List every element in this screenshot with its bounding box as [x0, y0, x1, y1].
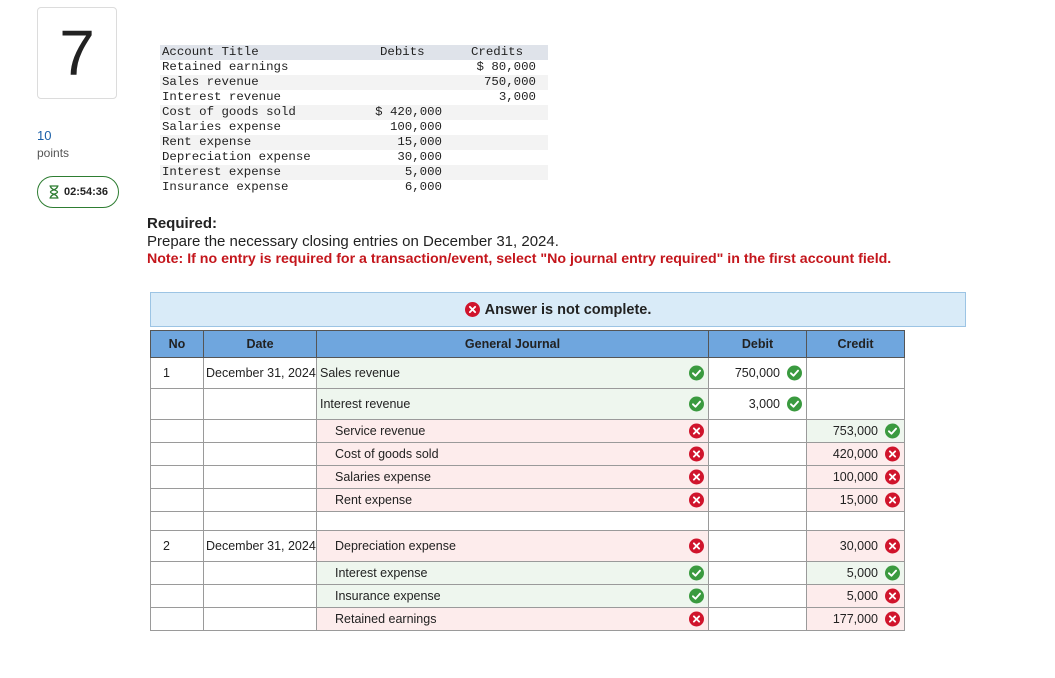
account-field[interactable] — [317, 420, 709, 443]
entry-date-field[interactable] — [204, 443, 317, 466]
journal-row — [151, 562, 905, 585]
debit-field[interactable] — [709, 420, 807, 443]
debit-field[interactable] — [709, 443, 807, 466]
journal-row — [151, 531, 905, 562]
account-field[interactable] — [317, 531, 709, 562]
entry-date-field[interactable] — [204, 420, 317, 443]
account-name: Cost of goods sold — [162, 105, 296, 119]
account-name: Depreciation expense — [335, 539, 456, 553]
credit-value: 420,000 — [832, 447, 878, 461]
incorrect-x-icon — [885, 447, 900, 462]
account-field[interactable] — [317, 489, 709, 512]
credit-field[interactable] — [807, 358, 905, 389]
entry-number — [151, 466, 204, 489]
debit-field[interactable] — [709, 562, 807, 585]
account-field[interactable] — [317, 466, 709, 489]
entry-date-field[interactable] — [204, 389, 317, 420]
entry-number — [151, 420, 204, 443]
timer-badge[interactable] — [37, 176, 119, 208]
entry-number — [151, 443, 204, 466]
incorrect-icon — [465, 302, 480, 317]
header-credit: Credit — [807, 331, 905, 358]
general-journal-table — [150, 330, 905, 631]
journal-row — [151, 389, 905, 420]
account-name: Sales revenue — [320, 366, 400, 380]
credit-value: 753,000 — [832, 424, 878, 438]
entry-date-field[interactable] — [204, 585, 317, 608]
account-name: Interest revenue — [162, 90, 281, 104]
account-field[interactable] — [317, 358, 709, 389]
correct-check-icon — [689, 589, 704, 604]
account-name: Depreciation expense — [162, 150, 311, 164]
header-debits: Debits — [380, 45, 425, 59]
points-value: 10 — [37, 128, 52, 143]
credit-field[interactable] — [807, 489, 905, 512]
header-account-title: Account Title — [162, 45, 259, 59]
incorrect-x-icon — [885, 589, 900, 604]
credit-value: 30,000 — [839, 539, 878, 553]
credit-amount: 3,000 — [498, 90, 536, 104]
debit-field[interactable] — [709, 531, 807, 562]
credit-value: 5,000 — [846, 566, 878, 580]
journal-row — [151, 466, 905, 489]
account-field[interactable] — [317, 443, 709, 466]
account-name: Retained earnings — [335, 612, 437, 626]
trial-balance-row — [160, 60, 548, 75]
entry-date-field[interactable] — [204, 608, 317, 631]
account-name: Insurance expense — [162, 180, 289, 194]
entry-date-field[interactable]: December 31, 2024 — [204, 358, 317, 389]
account-field[interactable] — [317, 585, 709, 608]
account-name: Cost of goods sold — [335, 447, 439, 461]
debit-field[interactable] — [709, 489, 807, 512]
credit-field[interactable] — [807, 443, 905, 466]
debit-amount: 100,000 — [389, 120, 442, 134]
incorrect-x-icon — [885, 539, 900, 554]
entry-date-field[interactable] — [204, 489, 317, 512]
entry-number: 2 — [151, 531, 204, 562]
entry-number: 1 — [151, 358, 204, 389]
debit-amount: $ 420,000 — [375, 105, 442, 119]
entry-date-field[interactable] — [204, 466, 317, 489]
account-name: Rent expense — [335, 493, 413, 507]
journal-row — [151, 358, 905, 389]
incorrect-x-icon — [689, 539, 704, 554]
credit-field[interactable] — [807, 466, 905, 489]
debit-amount: 30,000 — [397, 150, 442, 164]
journal-header-row — [151, 331, 905, 358]
account-name: Salaries expense — [335, 470, 431, 484]
credit-value: 5,000 — [846, 589, 878, 603]
account-field[interactable] — [317, 608, 709, 631]
account-name: Interest expense — [335, 566, 428, 580]
trial-balance-header — [160, 45, 548, 60]
correct-check-icon — [885, 566, 900, 581]
debit-field[interactable] — [709, 466, 807, 489]
entry-date-field[interactable] — [204, 562, 317, 585]
required-title: Required: — [147, 215, 218, 232]
debit-field[interactable] — [709, 608, 807, 631]
journal-spacer-row — [151, 512, 905, 531]
incorrect-x-icon — [885, 470, 900, 485]
correct-check-icon — [885, 424, 900, 439]
correct-check-icon — [787, 397, 802, 412]
incorrect-x-icon — [689, 493, 704, 508]
correct-check-icon — [689, 366, 704, 381]
banner-text: Answer is not complete. — [484, 301, 652, 318]
entry-number — [151, 585, 204, 608]
empty-cell — [151, 512, 204, 531]
header-date: Date — [204, 331, 317, 358]
entry-number — [151, 489, 204, 512]
points-label: points — [37, 146, 70, 160]
account-field[interactable] — [317, 389, 709, 420]
incorrect-x-icon — [689, 612, 704, 627]
trial-balance-row — [160, 90, 548, 105]
journal-row — [151, 443, 905, 466]
incorrect-x-icon — [885, 493, 900, 508]
question-number-box — [37, 7, 117, 99]
trial-balance-table — [160, 45, 548, 195]
account-name: Insurance expense — [335, 589, 441, 603]
account-name: Service revenue — [335, 424, 426, 438]
correct-check-icon — [787, 366, 802, 381]
hourglass-icon — [48, 185, 60, 199]
trial-balance-row — [160, 180, 548, 195]
journal-row — [151, 489, 905, 512]
account-name: Rent expense — [162, 135, 252, 149]
timer-text: 02:54:36 — [63, 186, 109, 198]
debit-value: 750,000 — [734, 366, 780, 380]
debit-field[interactable] — [709, 358, 807, 389]
header-no: No — [151, 331, 204, 358]
credit-field[interactable] — [807, 608, 905, 631]
empty-cell — [807, 512, 905, 531]
debit-amount: 15,000 — [397, 135, 442, 149]
trial-balance-row — [160, 135, 548, 150]
correct-check-icon — [689, 397, 704, 412]
credit-field[interactable] — [807, 420, 905, 443]
journal-row — [151, 585, 905, 608]
account-field[interactable] — [317, 562, 709, 585]
header-credits: Credits — [471, 45, 524, 59]
required-text: Prepare the necessary closing entries on December 31, 2024. — [147, 233, 559, 250]
trial-balance-row — [160, 120, 548, 135]
header-debit: Debit — [709, 331, 807, 358]
account-name: Salaries expense — [162, 120, 281, 134]
trial-balance-row — [160, 75, 548, 90]
trial-balance-row — [160, 165, 548, 180]
empty-cell — [317, 512, 709, 531]
entry-date-field[interactable]: December 31, 2024 — [204, 531, 317, 562]
incorrect-x-icon — [689, 424, 704, 439]
account-name: Retained earnings — [162, 60, 289, 74]
credit-field[interactable] — [807, 562, 905, 585]
debit-field[interactable] — [709, 389, 807, 420]
entry-number — [151, 562, 204, 585]
entry-number — [151, 389, 204, 420]
credit-field[interactable] — [807, 585, 905, 608]
debit-amount: 5,000 — [404, 165, 442, 179]
question-number: 7 — [59, 17, 95, 89]
credit-amount: $ 80,000 — [476, 60, 536, 74]
entry-number — [151, 608, 204, 631]
credit-amount: 750,000 — [483, 75, 536, 89]
answer-status-banner — [150, 292, 966, 327]
account-name: Sales revenue — [162, 75, 259, 89]
incorrect-x-icon — [885, 612, 900, 627]
debit-value: 3,000 — [748, 397, 780, 411]
journal-row — [151, 608, 905, 631]
empty-cell — [709, 512, 807, 531]
empty-cell — [204, 512, 317, 531]
debit-field[interactable] — [709, 585, 807, 608]
header-general-journal: General Journal — [317, 331, 709, 358]
debit-amount: 6,000 — [404, 180, 442, 194]
required-note: Note: If no entry is required for a transaction/event, select "No journal entry required" in the first account field. — [147, 251, 892, 267]
trial-balance-row — [160, 105, 548, 120]
incorrect-x-icon — [689, 447, 704, 462]
credit-field[interactable] — [807, 389, 905, 420]
account-name: Interest expense — [162, 165, 281, 179]
credit-value: 177,000 — [832, 612, 878, 626]
credit-value: 15,000 — [839, 493, 878, 507]
correct-check-icon — [689, 566, 704, 581]
credit-value: 100,000 — [832, 470, 878, 484]
trial-balance-row — [160, 150, 548, 165]
journal-row — [151, 420, 905, 443]
incorrect-x-icon — [689, 470, 704, 485]
credit-field[interactable] — [807, 531, 905, 562]
account-name: Interest revenue — [320, 397, 411, 411]
